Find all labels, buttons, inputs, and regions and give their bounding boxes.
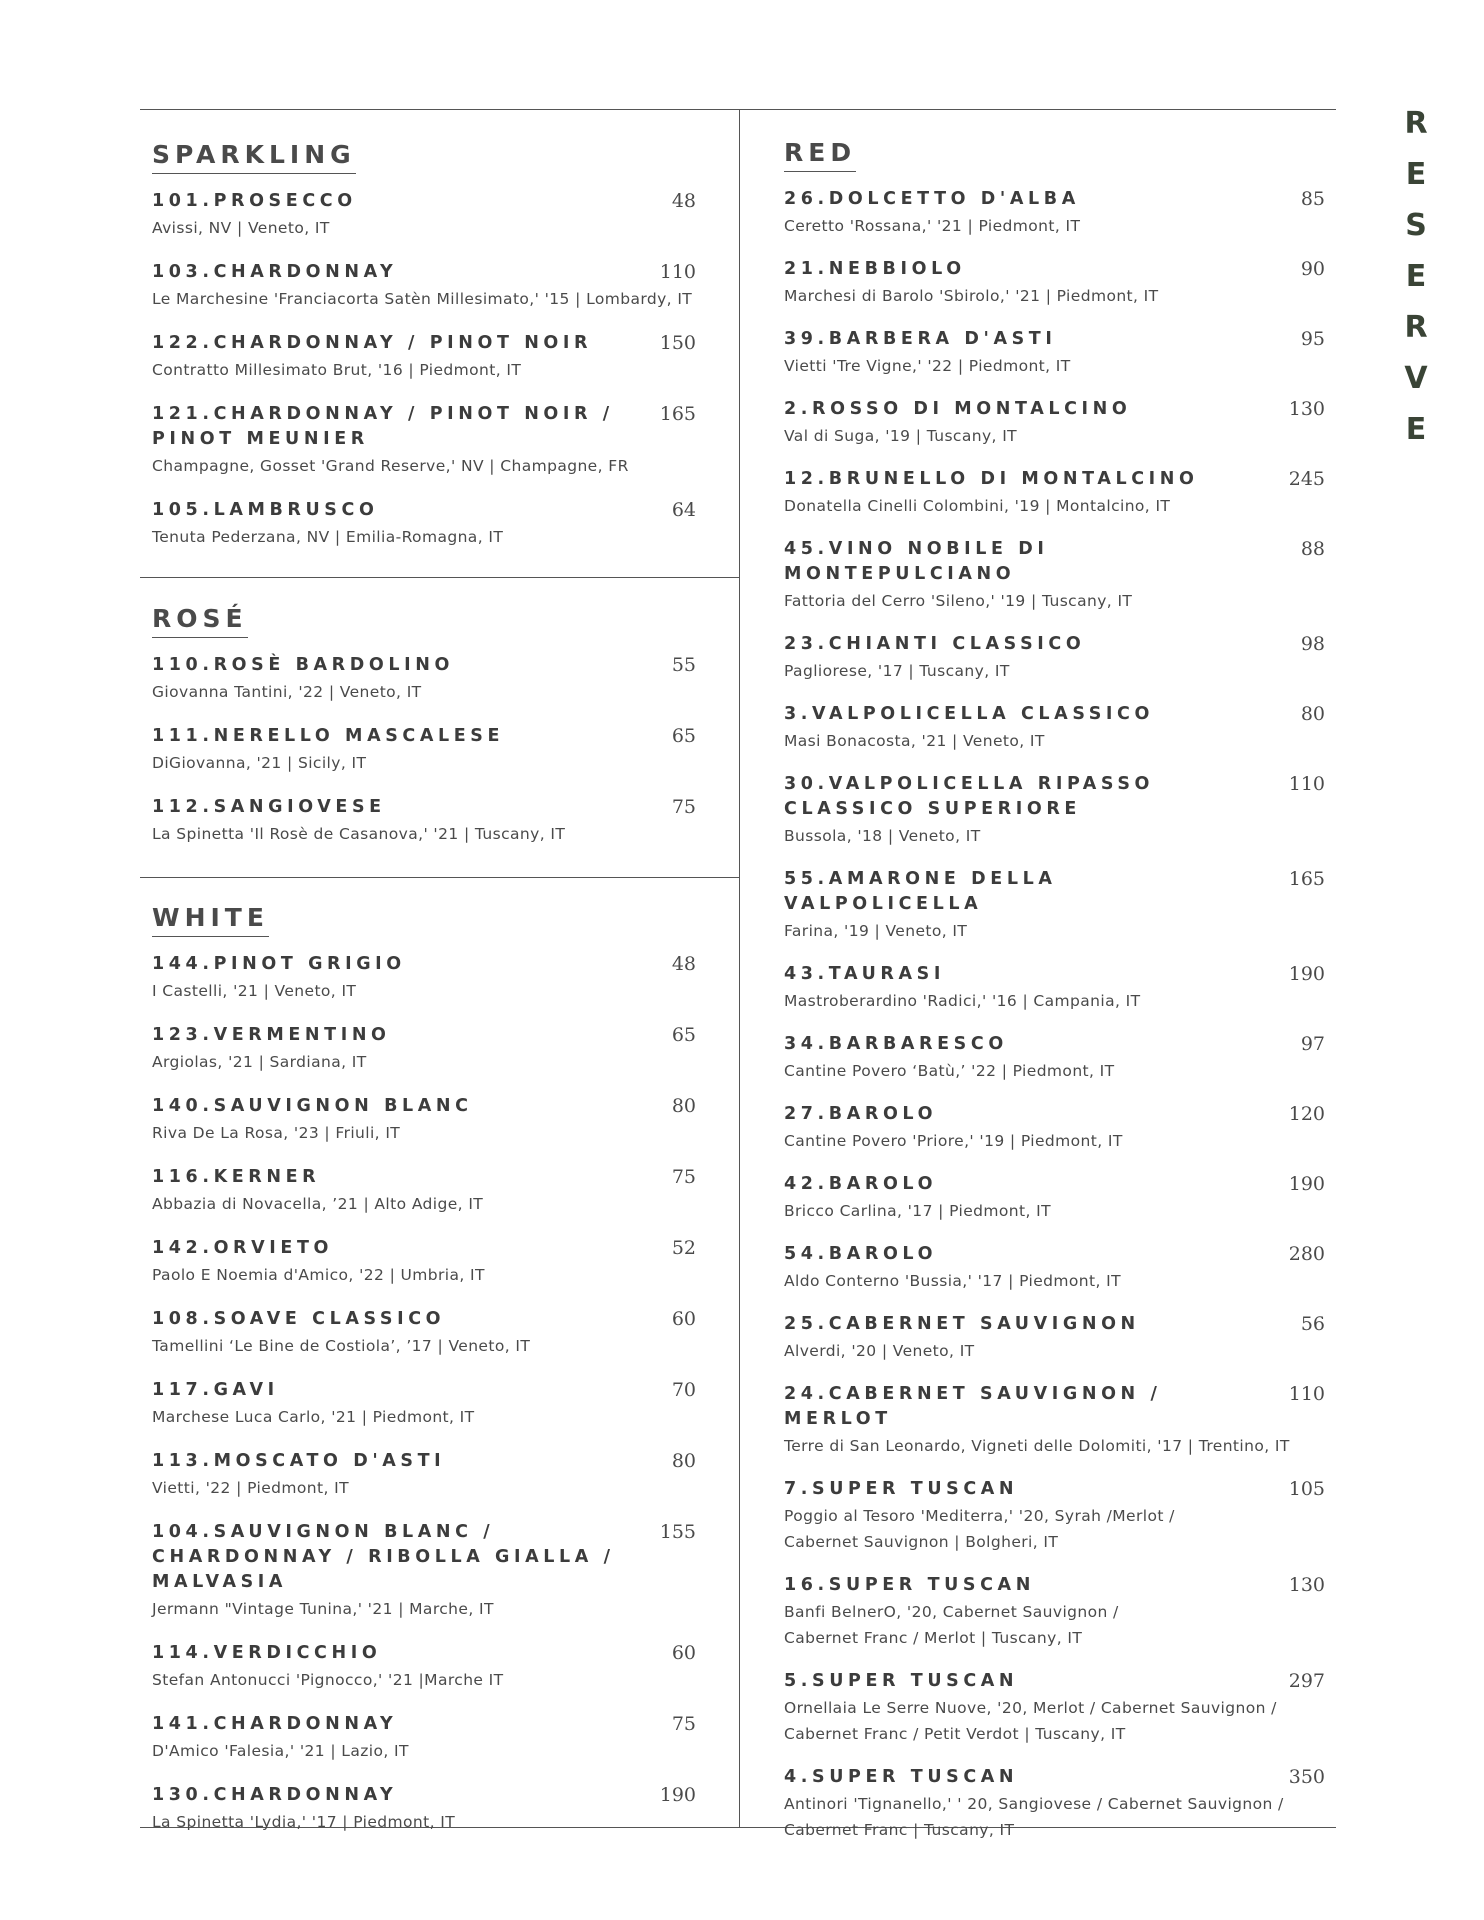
- wine-name: 30.VALPOLICELLA RIPASSO CLASSICO SUPERIORE: [784, 774, 1155, 819]
- wine-price: 48: [671, 190, 696, 212]
- wine-item: [784, 1573, 1327, 1651]
- wine-item: [784, 1242, 1327, 1294]
- wine-item: [152, 1783, 698, 1835]
- wine-name: 7.SUPER TUSCAN: [784, 1479, 1019, 1499]
- wine-name: 42.BAROLO: [784, 1174, 938, 1194]
- wine-description: Giovanna Tantini, '22 | Veneto, IT: [152, 683, 422, 701]
- wine-item: [784, 702, 1327, 754]
- wine-description: Argiolas, '21 | Sardiana, IT: [152, 1053, 367, 1071]
- wine-item: [784, 1312, 1327, 1364]
- wine-description: Champagne, Gosset 'Grand Reserve,' NV | Champagne, FR: [152, 457, 629, 475]
- wine-price: 52: [671, 1237, 696, 1259]
- wine-item: [784, 187, 1327, 239]
- wine-price: 190: [659, 1784, 696, 1806]
- wine-price: 90: [1300, 258, 1325, 280]
- wine-item: [152, 189, 698, 241]
- wine-price: 280: [1288, 1243, 1325, 1265]
- wine-name: 144.PINOT GRIGIO: [152, 954, 406, 974]
- wine-name: 142.ORVIETO: [152, 1238, 333, 1258]
- wine-price: 75: [671, 796, 696, 818]
- wine-description: D'Amico 'Falesia,' '21 | Lazio, IT: [152, 1742, 409, 1760]
- wine-description: Bussola, '18 | Veneto, IT: [784, 827, 981, 845]
- item-list: [152, 952, 698, 1835]
- wine-name: 130.CHARDONNAY: [152, 1785, 398, 1805]
- wine-description: Avissi, NV | Veneto, IT: [152, 219, 330, 237]
- wine-description: Pagliorese, '17 | Tuscany, IT: [784, 662, 1010, 680]
- wine-price: 120: [1288, 1103, 1325, 1125]
- item-list: [152, 653, 698, 847]
- wine-item: [784, 467, 1327, 519]
- wine-item: [152, 498, 698, 550]
- section-title: RED: [784, 138, 856, 172]
- wine-description: Aldo Conterno 'Bussia,' '17 | Piedmont, IT: [784, 1272, 1121, 1290]
- wine-name: 112.SANGIOVESE: [152, 797, 386, 817]
- wine-item: [784, 1172, 1327, 1224]
- wine-price: 297: [1288, 1670, 1325, 1692]
- wine-name: 25.CABERNET SAUVIGNON: [784, 1314, 1140, 1334]
- wine-description: Antinori 'Tignanello,' ' 20, Sangiovese / Cabernet Sauvignon / Cabernet Franc | Tuscany, IT: [784, 1795, 1284, 1839]
- wine-description: La Spinetta 'Lydia,' '17 | Piedmont, IT: [152, 1813, 456, 1831]
- wine-name: 5.SUPER TUSCAN: [784, 1671, 1019, 1691]
- wine-description: Abbazia di Novacella, ’21 | Alto Adige, IT: [152, 1195, 484, 1213]
- wine-description: DiGiovanna, '21 | Sicily, IT: [152, 754, 367, 772]
- section-title: ROSÉ: [152, 604, 248, 638]
- wine-price: 88: [1300, 538, 1325, 560]
- wine-name: 26.DOLCETTO D'ALBA: [784, 189, 1080, 209]
- wine-description: Donatella Cinelli Colombini, '19 | Montalcino, IT: [784, 497, 1171, 515]
- wine-description: Jermann "Vintage Tunina,' '21 | Marche, IT: [152, 1600, 494, 1618]
- wine-description: Terre di San Leonardo, Vigneti delle Dolomiti, '17 | Trentino, IT: [784, 1437, 1290, 1455]
- wine-description: Ornellaia Le Serre Nuove, '20, Merlot / Cabernet Sauvignon / Cabernet Franc / Petit Verdot | Tuscany, IT: [784, 1699, 1277, 1743]
- wine-item: [784, 1765, 1327, 1843]
- wine-item: [152, 1641, 698, 1693]
- wine-item: [784, 1477, 1327, 1555]
- wine-item: [152, 1023, 698, 1075]
- wine-price: 245: [1288, 468, 1325, 490]
- wine-price: 64: [671, 499, 696, 521]
- wine-name: 104.SAUVIGNON BLANC / CHARDONNAY / RIBOLLA GIALLA / MALVASIA: [152, 1522, 615, 1592]
- wine-description: Mastroberardino 'Radici,' '16 | Campania, IT: [784, 992, 1141, 1010]
- wine-price: 190: [1288, 1173, 1325, 1195]
- wine-description: Riva De La Rosa, '23 | Friuli, IT: [152, 1124, 401, 1142]
- item-list: [784, 187, 1327, 1843]
- wine-description: Contratto Millesimato Brut, '16 | Piedmont, IT: [152, 361, 522, 379]
- wine-description: Stefan Antonucci 'Pignocco,' '21 |Marche IT: [152, 1671, 504, 1689]
- wine-item: [152, 1712, 698, 1764]
- wine-name: 27.BAROLO: [784, 1104, 938, 1124]
- wine-name: 122.CHARDONNAY / PINOT NOIR: [152, 333, 593, 353]
- wine-price: 105: [1288, 1478, 1325, 1500]
- wine-description: Tenuta Pederzana, NV | Emilia-Romagna, IT: [152, 528, 504, 546]
- wine-price: 80: [1300, 703, 1325, 725]
- wine-price: 60: [671, 1308, 696, 1330]
- wine-price: 55: [671, 654, 696, 676]
- wine-item: [784, 632, 1327, 684]
- wine-price: 65: [671, 725, 696, 747]
- wine-name: 24.CABERNET SAUVIGNON / MERLOT: [784, 1384, 1162, 1429]
- reserve-letter: E: [1405, 259, 1427, 294]
- reserve-letter: R: [1404, 310, 1428, 345]
- wine-description: Banfi BelnerO, '20, Cabernet Sauvignon / Cabernet Franc / Merlot | Tuscany, IT: [784, 1603, 1119, 1647]
- wine-item: [152, 1165, 698, 1217]
- wine-name: 54.BAROLO: [784, 1244, 938, 1264]
- wine-item: [152, 1520, 698, 1622]
- section-red: [784, 138, 1327, 1861]
- wine-price: 130: [1288, 398, 1325, 420]
- wine-price: 110: [1288, 773, 1325, 795]
- item-list: [152, 189, 698, 550]
- wine-item: [784, 537, 1327, 614]
- wine-description: La Spinetta 'Il Rosè de Casanova,' '21 | Tuscany, IT: [152, 825, 566, 843]
- wine-name: 113.MOSCATO D'ASTI: [152, 1451, 446, 1471]
- wine-price: 56: [1300, 1313, 1325, 1335]
- wine-item: [152, 724, 698, 776]
- reserve-letter: R: [1404, 106, 1428, 141]
- wine-name: 4.SUPER TUSCAN: [784, 1767, 1019, 1787]
- wine-name: 16.SUPER TUSCAN: [784, 1575, 1035, 1595]
- wine-price: 130: [1288, 1574, 1325, 1596]
- wine-price: 85: [1300, 188, 1325, 210]
- wine-item: [152, 1449, 698, 1501]
- wine-name: 140.SAUVIGNON BLANC: [152, 1096, 473, 1116]
- wine-price: 48: [671, 953, 696, 975]
- wine-name: 105.LAMBRUSCO: [152, 500, 379, 520]
- wine-name: 111.NERELLO MASCALESE: [152, 726, 505, 746]
- wine-description: Cantine Povero 'Priore,' '19 | Piedmont, IT: [784, 1132, 1123, 1150]
- wine-name: 141.CHARDONNAY: [152, 1714, 398, 1734]
- wine-price: 80: [671, 1450, 696, 1472]
- wine-item: [152, 331, 698, 383]
- wine-price: 65: [671, 1024, 696, 1046]
- wine-name: 117.GAVI: [152, 1380, 279, 1400]
- wine-price: 150: [659, 332, 696, 354]
- wine-description: Fattoria del Cerro 'Sileno,' '19 | Tuscany, IT: [784, 592, 1133, 610]
- wine-price: 80: [671, 1095, 696, 1117]
- wine-price: 165: [1288, 868, 1325, 890]
- wine-item: [784, 397, 1327, 449]
- wine-item: [152, 402, 698, 479]
- wine-name: 55.AMARONE DELLA VALPOLICELLA: [784, 869, 1057, 914]
- section-title: WHITE: [152, 903, 269, 937]
- wine-price: 60: [671, 1642, 696, 1664]
- rose-white-divider: [140, 877, 740, 878]
- wine-price: 165: [659, 403, 696, 425]
- wine-item: [784, 1382, 1327, 1459]
- wine-description: Cantine Povero ‘Batù,’ '22 | Piedmont, IT: [784, 1062, 1115, 1080]
- wine-description: Le Marchesine 'Franciacorta Satèn Millesimato,' '15 | Lombardy, IT: [152, 290, 693, 308]
- wine-name: 123.VERMENTINO: [152, 1025, 391, 1045]
- wine-description: Bricco Carlina, '17 | Piedmont, IT: [784, 1202, 1051, 1220]
- wine-price: 110: [1288, 1383, 1325, 1405]
- wine-item: [152, 1307, 698, 1359]
- wine-price: 98: [1300, 633, 1325, 655]
- wine-description: Masi Bonacosta, '21 | Veneto, IT: [784, 732, 1045, 750]
- wine-price: 95: [1300, 328, 1325, 350]
- wine-description: Farina, '19 | Veneto, IT: [784, 922, 968, 940]
- wine-item: [152, 1378, 698, 1430]
- wine-name: 116.KERNER: [152, 1167, 321, 1187]
- section-sparkling: [152, 140, 698, 569]
- wine-description: Alverdi, '20 | Veneto, IT: [784, 1342, 975, 1360]
- wine-item: [784, 962, 1327, 1014]
- wine-item: [152, 952, 698, 1004]
- wine-description: Val di Suga, '19 | Tuscany, IT: [784, 427, 1018, 445]
- wine-name: 12.BRUNELLO DI MONTALCINO: [784, 469, 1199, 489]
- wine-item: [784, 1032, 1327, 1084]
- wine-item: [784, 1102, 1327, 1154]
- wine-name: 103.CHARDONNAY: [152, 262, 398, 282]
- wine-item: [784, 867, 1327, 944]
- wine-price: 75: [671, 1713, 696, 1735]
- wine-name: 121.CHARDONNAY / PINOT NOIR / PINOT MEUNIER: [152, 404, 614, 449]
- wine-description: Vietti, '22 | Piedmont, IT: [152, 1479, 349, 1497]
- wine-price: 110: [659, 261, 696, 283]
- reserve-vertical-title: [1396, 98, 1436, 455]
- wine-description: Marchese Luca Carlo, '21 | Piedmont, IT: [152, 1408, 475, 1426]
- reserve-letter: V: [1404, 361, 1428, 396]
- wine-name: 23.CHIANTI CLASSICO: [784, 634, 1086, 654]
- wine-price: 350: [1288, 1766, 1325, 1788]
- column-divider: [739, 109, 740, 1828]
- wine-description: Tamellini ‘Le Bine de Costiola’, ’17 | Veneto, IT: [152, 1337, 531, 1355]
- wine-name: 39.BARBERA D'ASTI: [784, 329, 1057, 349]
- wine-price: 97: [1300, 1033, 1325, 1055]
- wine-name: 108.SOAVE CLASSICO: [152, 1309, 446, 1329]
- wine-description: Marchesi di Barolo 'Sbirolo,' '21 | Piedmont, IT: [784, 287, 1159, 305]
- wine-description: Poggio al Tesoro 'Mediterra,' '20, Syrah /Merlot / Cabernet Sauvignon | Bolgheri, IT: [784, 1507, 1175, 1551]
- top-rule: [140, 109, 1336, 110]
- section-rose: [152, 604, 698, 866]
- wine-price: 190: [1288, 963, 1325, 985]
- wine-item: [784, 257, 1327, 309]
- wine-item: [784, 772, 1327, 849]
- wine-name: 2.ROSSO DI MONTALCINO: [784, 399, 1132, 419]
- reserve-letter: E: [1405, 412, 1427, 447]
- wine-description: I Castelli, '21 | Veneto, IT: [152, 982, 357, 1000]
- section-title: SPARKLING: [152, 140, 356, 174]
- wine-item: [152, 260, 698, 312]
- section-white: [152, 903, 698, 1854]
- wine-description: Paolo E Noemia d'Amico, '22 | Umbria, IT: [152, 1266, 485, 1284]
- wine-price: 75: [671, 1166, 696, 1188]
- wine-name: 34.BARBARESCO: [784, 1034, 1008, 1054]
- wine-name: 101.PROSECCO: [152, 191, 357, 211]
- wine-item: [784, 327, 1327, 379]
- wine-name: 45.VINO NOBILE DI MONTEPULCIANO: [784, 539, 1049, 584]
- wine-name: 114.VERDICCHIO: [152, 1643, 382, 1663]
- reserve-letter: S: [1405, 208, 1427, 243]
- wine-item: [152, 1236, 698, 1288]
- wine-item: [152, 1094, 698, 1146]
- wine-description: Vietti 'Tre Vigne,' '22 | Piedmont, IT: [784, 357, 1071, 375]
- wine-item: [784, 1669, 1327, 1747]
- sparkling-rose-divider: [140, 577, 740, 578]
- wine-name: 3.VALPOLICELLA CLASSICO: [784, 704, 1154, 724]
- wine-item: [152, 795, 698, 847]
- wine-item: [152, 653, 698, 705]
- reserve-letter: E: [1405, 157, 1427, 192]
- wine-name: 21.NEBBIOLO: [784, 259, 966, 279]
- wine-price: 70: [671, 1379, 696, 1401]
- wine-price: 155: [659, 1521, 696, 1543]
- wine-name: 43.TAURASI: [784, 964, 945, 984]
- wine-name: 110.ROSÈ BARDOLINO: [152, 655, 454, 675]
- wine-description: Ceretto 'Rossana,' '21 | Piedmont, IT: [784, 217, 1081, 235]
